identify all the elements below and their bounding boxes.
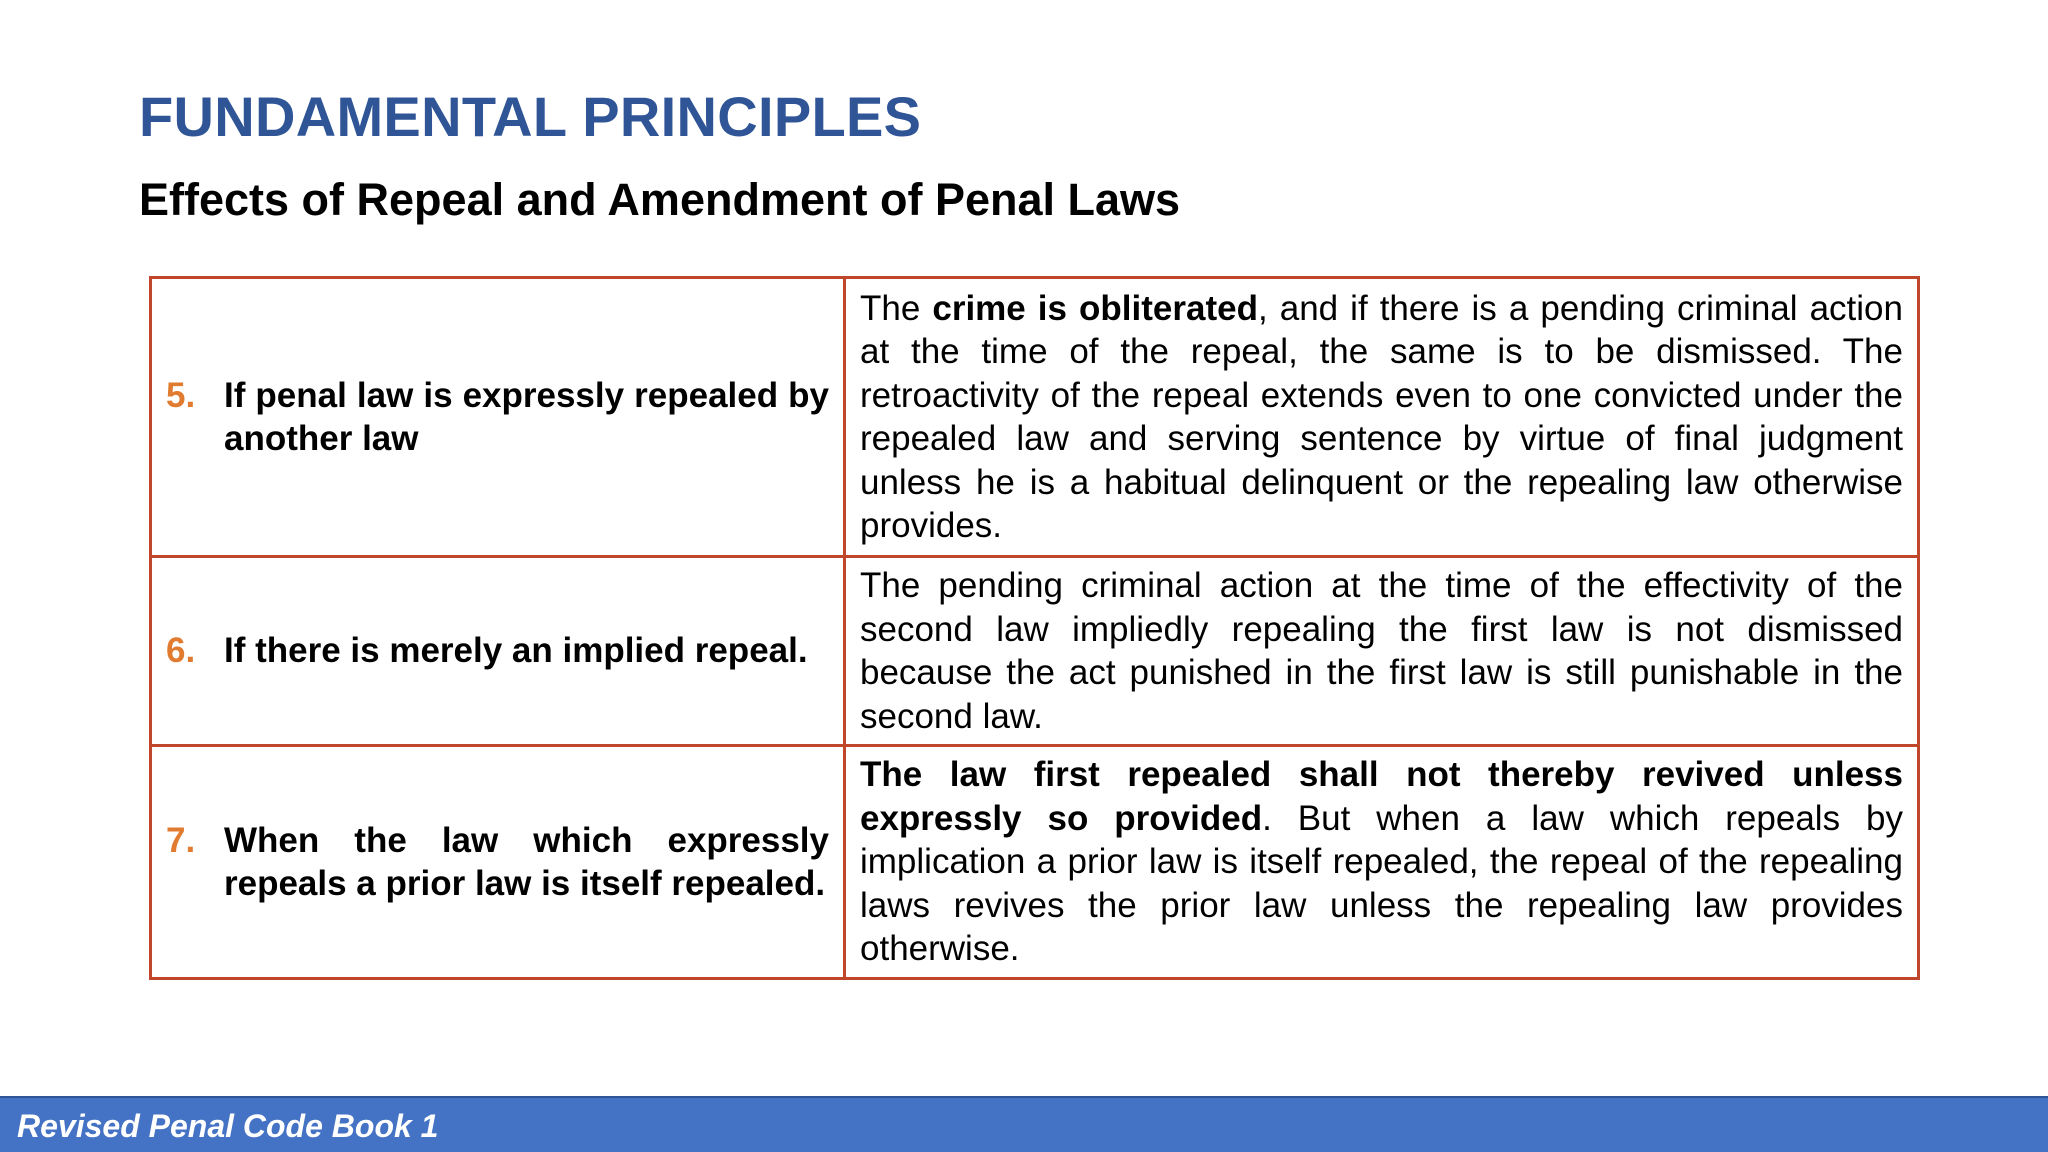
description-text: The pending criminal action at the time of the effectivity of the second law impliedly repealing the first law is not dismissed because the act punished in the first law is still punishable in the second law. — [860, 566, 1903, 736]
item-number: 5. — [166, 375, 196, 415]
table-row — [151, 557, 1919, 746]
table-row — [151, 746, 1919, 979]
repeal-effects-table — [149, 276, 1920, 980]
condition-text: If penal law is expressly repealed by another law — [224, 375, 829, 458]
description-cell — [845, 278, 1919, 557]
footer-bar — [0, 1096, 2048, 1152]
page-subtitle: Effects of Repeal and Amendment of Penal Laws — [139, 174, 1181, 225]
description-cell — [845, 746, 1919, 979]
item-number: 6. — [166, 631, 196, 671]
description-cell — [845, 557, 1919, 746]
condition-cell — [151, 746, 845, 979]
condition-text: When the law which expressly repeals a prior law is itself repealed. — [224, 820, 829, 903]
item-number: 7. — [166, 820, 196, 860]
description-text — [860, 287, 1903, 548]
table-row — [151, 278, 1919, 557]
description-plain: , and if there is a pending criminal action at the time of the repeal, the same is to be dismissed. The retroactivity of the repeal extends even to one convicted under the repealed law and serving sentence by virtue of final judgment unless he is a habitual delinquent or the repealing law otherwise provides. — [860, 288, 1903, 545]
description-text — [860, 753, 1903, 971]
description-emphasis: The law first repealed shall not thereby revived unless expressly so provided — [860, 755, 1903, 838]
condition-text: If there is merely an implied repeal. — [224, 631, 808, 671]
footer-label: Revised Penal Code Book 1 — [17, 1108, 439, 1144]
description-plain: . But when a law which repeals by implication a prior law is itself repealed, the repeal of the repealing laws revives the prior law unless the repealing law provides otherwise. — [860, 798, 1903, 969]
description-emphasis: crime is obliterated — [932, 288, 1258, 328]
description-plain-lead: The — [860, 288, 933, 328]
condition-cell — [151, 557, 845, 746]
condition-cell — [151, 278, 845, 557]
page-title: FUNDAMENTAL PRINCIPLES — [139, 85, 922, 148]
